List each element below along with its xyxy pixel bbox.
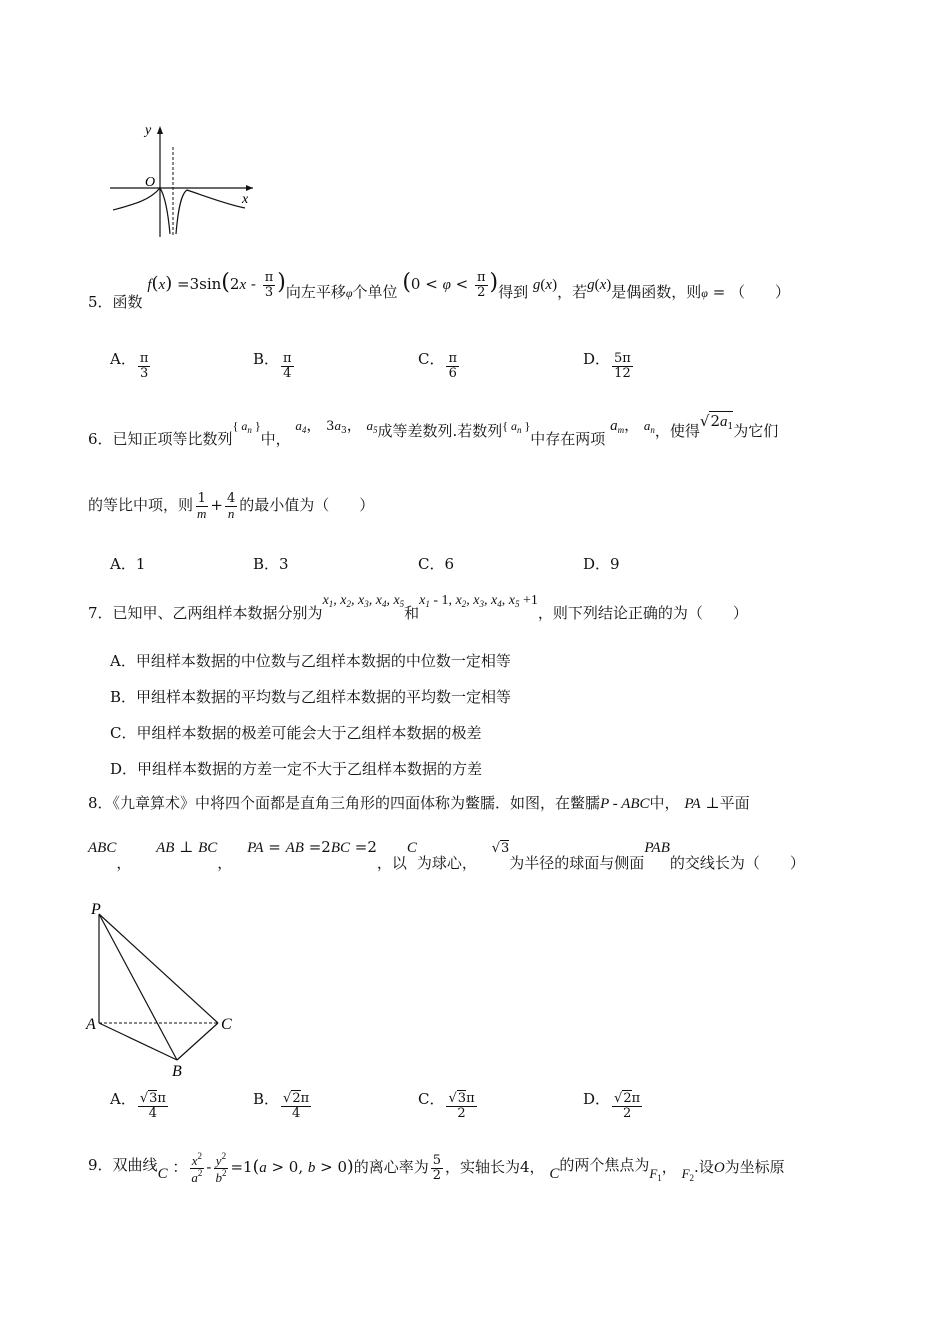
function-g: g(x)	[532, 277, 558, 293]
question-8-line2: ABC， AB ⊥ BC， PA = AB =2BC =2，以C为球心， √3为半径的球面与侧面PAB的交线长为（ ）	[88, 838, 805, 872]
question-number: 7．	[88, 604, 113, 622]
tetrahedron-figure	[84, 898, 244, 1080]
x-axis-label: x	[242, 192, 249, 207]
question-number: 8．	[88, 794, 113, 812]
origin-label: O	[145, 175, 156, 190]
q8-option-d[interactable]: D． $\frac{√2\pi}{2}$	[583, 1090, 641, 1121]
q5-option-b[interactable]: B． $\frac{\pi}{4}$	[253, 350, 292, 381]
q5-text: 向左平移	[285, 283, 346, 301]
q8-option-b[interactable]: B． $\frac{√2\pi}{4}$	[253, 1090, 310, 1121]
q6-option-d[interactable]: D．9	[583, 555, 620, 573]
question-8: 8．《九章算术》中将四个面都是直角三角形的四面体称为鳖臑．如图，在鳖臑P - ABC中， PA ⊥平面	[88, 794, 750, 812]
q8-option-a[interactable]: A． $\frac{√3\pi}{4}$	[110, 1090, 166, 1121]
q5-text: 是偶函数，则	[611, 283, 702, 301]
q8-option-c[interactable]: C． $\frac{√3\pi}{2}$	[418, 1090, 475, 1121]
vertex-B-label: B	[172, 1063, 182, 1080]
question-5: 5．函数 f(x) =3sin(2x - $\frac{\pi}{3}$ )向左平移φ个单位 (0 < φ < $\frac{\pi}{2}$ )得到 g(x)，若g(x)是偶函数，则φ = （ ）	[88, 269, 791, 311]
q5-text: ，若	[557, 283, 588, 301]
q7-option-c[interactable]: C．甲组样本数据的极差可能会大于乙组样本数据的极差	[110, 724, 482, 742]
q7-option-b[interactable]: B．甲组样本数据的平均数与乙组样本数据的平均数一定相等	[110, 688, 512, 706]
q7-option-a[interactable]: A．甲组样本数据的中位数与乙组样本数据的中位数一定相等	[110, 652, 511, 670]
q5-option-a[interactable]: A． $\frac{\pi}{3}$	[110, 350, 149, 381]
question-7: 7．已知甲、乙两组样本数据分别为$x_1$, $x_2$, $x_3$, $x_4$, $x_5$和$x_1 - 1$, $x_2$, $x_3$, $x_4$, $x_5 +1$，则下列结论正确的为（ ）	[88, 593, 748, 622]
phi-range: (0 < φ < $\frac{\pi}{2}$ )	[402, 269, 499, 300]
q6-option-c[interactable]: C．6	[418, 555, 455, 573]
question-number: 6．	[88, 430, 113, 448]
sequence-an: { $a_n$ }	[232, 419, 261, 435]
q5-text: 函数	[112, 293, 143, 311]
q5-text: （ ）	[730, 283, 791, 301]
vertex-A-label: A	[86, 1016, 96, 1033]
question-number: 9．	[88, 1156, 113, 1175]
y-axis-label: y	[145, 123, 152, 138]
q7-option-d[interactable]: D．甲组样本数据的方差一定不大于乙组样本数据的方差	[110, 760, 483, 778]
q6-option-a[interactable]: A．1	[110, 555, 146, 573]
question-6-line2: 的等比中项，则 $\frac{1}{m}$ + $\frac{4}{n}$ 的最小值为（ ）	[88, 491, 375, 521]
q5-option-d[interactable]: D． $\frac{5\pi}{12}$	[583, 350, 631, 381]
function-g: g(x)	[587, 277, 612, 293]
q6-option-b[interactable]: B．3	[253, 555, 289, 573]
vertex-C-label: C	[221, 1016, 232, 1033]
q5-text: 个单位	[352, 283, 398, 301]
question-number: 5．	[88, 293, 113, 311]
function-f: f(x) =3sin(2x - $\frac{\pi}{3}$ )	[147, 269, 286, 300]
vertex-P-label: P	[91, 901, 101, 918]
question-6: 6．已知正项等比数列{ $a_n$ }中， $a_4$， $3a_3$， $a_5$成等差数列.若数列{ $a_n$ }中存在两项 $a_m$， $a_n$，使得$√2a_1$为它们	[88, 412, 779, 448]
q5-text: 得到	[498, 283, 529, 301]
question-9: 9．双曲线C ： $\frac{x^2}{a^2}$ - $\frac{y^2}{b^2}$ =1(a > 0, b > 0)的离心率为 $\frac{5}{2}$ ，实轴长为4， C的两个焦点为$F_1$， $F_2$.设O为坐标原	[88, 1151, 785, 1185]
phi-symbol: φ	[345, 286, 353, 300]
function-graph-figure	[105, 122, 265, 242]
q5-option-c[interactable]: C． $\frac{\pi}{6}$	[418, 350, 458, 381]
